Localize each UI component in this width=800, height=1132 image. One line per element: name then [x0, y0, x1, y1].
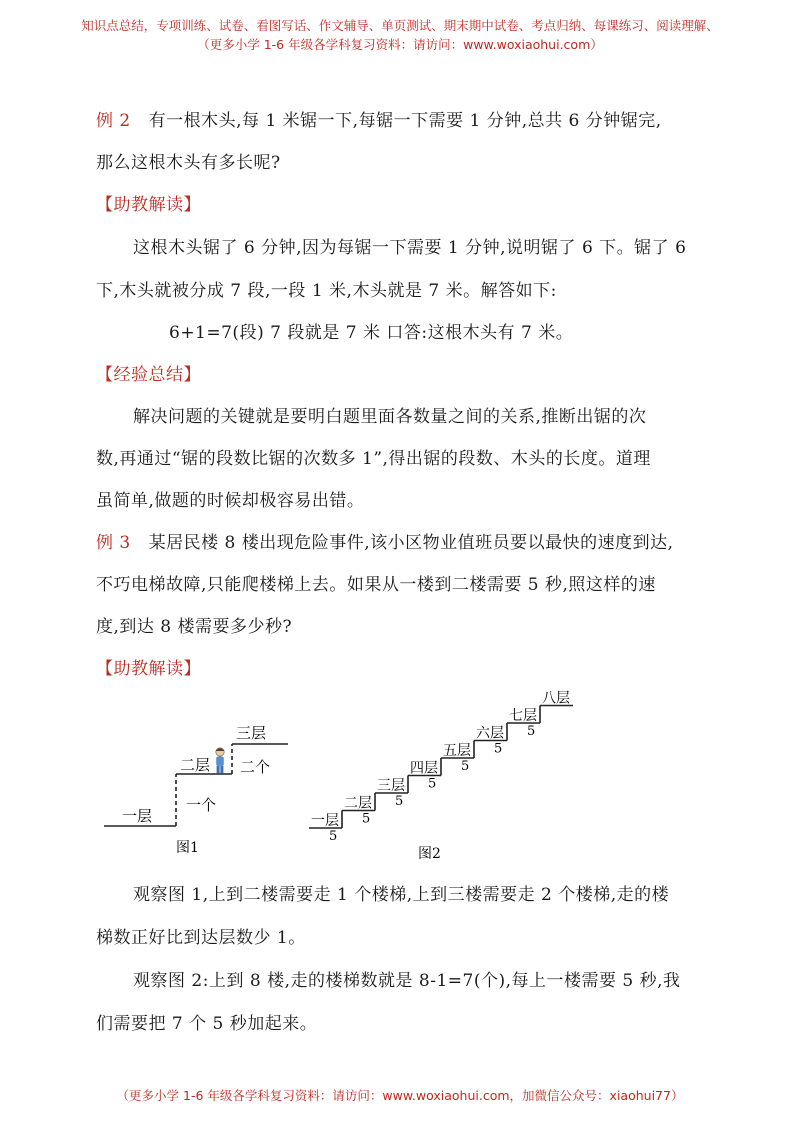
explain-2-line-1: 这根木头锯了 6 分钟,因为每锯一下需要 1 分钟,说明锯了 6 下。锯了 6 [133, 238, 687, 258]
figure-1-floor-2-label: 二层 [180, 756, 211, 774]
figure-1-step-1-label: 一个 [186, 796, 217, 814]
example-2-text-1: 有一根木头,每 1 米锯一下,每锯一下需要 1 分钟,总共 6 分钟锯完, [148, 111, 662, 131]
child-figure-icon [216, 748, 225, 774]
example-2-question-line-2: 那么这根木头有多长呢? [96, 153, 281, 173]
figure-2-step-seconds: 5 [329, 829, 338, 844]
observe-line-4: 们需要把 7 个 5 秒加起来。 [96, 1014, 318, 1034]
figure-2-step-seconds: 5 [527, 724, 536, 739]
header-line-2: （更多小学 1-6 年级各学科复习资料：请访问：www.woxiaohui.com） [197, 37, 603, 52]
figure-2-floor-label: 四层 [410, 760, 438, 777]
figure-2-floor-label: 七层 [509, 708, 537, 724]
section-assist-heading-1: 【助教解读】 [96, 195, 201, 215]
figure-2-floor-label: 二层 [344, 795, 372, 812]
figure-2-step-seconds: 5 [494, 741, 503, 757]
figure-1-caption: 图1 [176, 840, 199, 856]
figure-2-step-seconds: 5 [395, 794, 404, 809]
figure-2-floor-label: 六层 [476, 725, 504, 742]
footer-line: （更多小学 1-6 年级各学科复习资料：请访问：www.woxiaohui.com，加微信公众号：xiaohui77） [116, 1088, 684, 1103]
example-3-question-line-3: 度,到达 8 楼需要多少秒? [96, 617, 293, 637]
example-3-question-line-2: 不巧电梯故障,只能爬楼梯上去。如果从一楼到二楼需要 5 秒,照这样的速 [96, 575, 656, 595]
experience-line-3: 虽简单,做题的时候却极容易出错。 [96, 491, 365, 511]
figure-2-floor-label: 一层 [311, 813, 339, 829]
figure-2-floor-label: 八层 [542, 690, 570, 707]
example-3-question-line-1 [96, 528, 674, 553]
example-2-label: 例 2 [96, 111, 131, 131]
figure-2-step-seconds: 5 [362, 811, 371, 827]
experience-line-1: 解决问题的关键就是要明白题里面各数量之间的关系,推断出锯的次 [133, 407, 647, 427]
example-2-question-line-1 [96, 106, 662, 131]
figure-1-step-2-label: 二个 [240, 758, 271, 776]
figure-2-step-seconds: 5 [428, 776, 437, 792]
example-3-text-1: 某居民楼 8 楼出现危险事件,该小区物业值班员要以最快的速度到达, [148, 533, 674, 553]
figure-2-step-seconds: 5 [461, 759, 470, 774]
figure-2-stairs-diagram [305, 688, 605, 868]
explain-2-line-3: 6+1=7(段) 7 段就是 7 米 口答:这根木头有 7 米。 [169, 323, 574, 343]
observe-line-1: 观察图 1,上到二楼需要走 1 个楼梯,上到三楼需要走 2 个楼梯,走的楼 [133, 885, 670, 905]
header-line-1: 知识点总结，专项训练、试卷、看图写话、作文辅导、单页测试、期末期中试卷、考点归纳、每课练习、阅读理解、 [81, 18, 719, 33]
observe-line-2: 梯数正好比到达层数少 1。 [96, 928, 306, 948]
figure-2-caption: 图2 [418, 846, 441, 862]
figure-2-floor-label: 五层 [443, 743, 471, 759]
figure-1-stairs-diagram [100, 710, 300, 860]
figure-1-floor-3-label: 三层 [236, 724, 267, 742]
explain-2-line-2: 下,木头就被分成 7 段,一段 1 米,木头就是 7 米。解答如下: [96, 281, 557, 301]
figure-1-floor-1-label: 一层 [122, 807, 153, 825]
example-3-label: 例 3 [96, 533, 131, 553]
observe-line-3: 观察图 2:上到 8 楼,走的楼梯数就是 8-1=7(个),每上一楼需要 5 秒,我 [133, 971, 681, 991]
section-experience-heading: 【经验总结】 [96, 365, 201, 385]
section-assist-heading-2: 【助教解读】 [96, 659, 201, 679]
experience-line-2: 数,再通过“锯的段数比锯的次数多 1”,得出锯的段数、木头的长度。道理 [96, 449, 651, 469]
figure-2-floor-label: 三层 [377, 778, 405, 794]
